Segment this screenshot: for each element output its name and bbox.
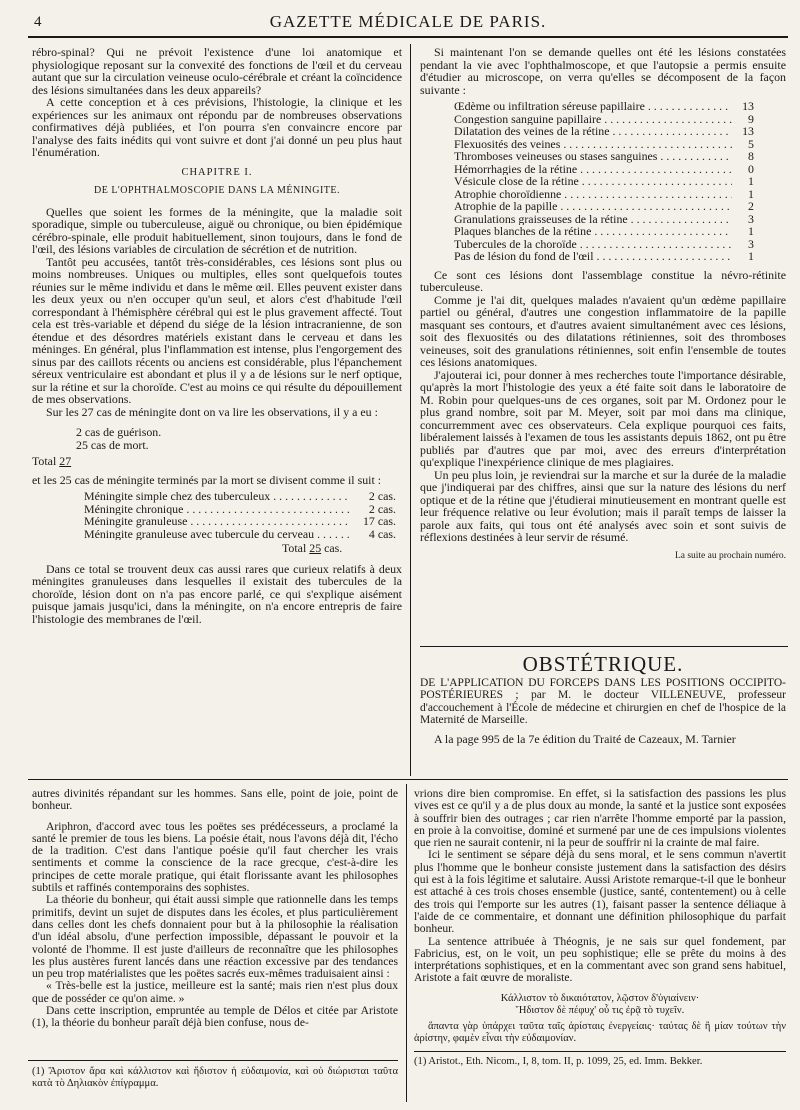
- right-column: [420, 46, 786, 562]
- paragraph: La sentence attribuée à Théognis, je ne sais sur quel fondement, par Fabricius, est, on le voit, un peu sophistique; elle se prête du moins à des interprétations sophistiques, et en la commentant avec son grand sens habituel, Aristote a fait œuvre de moraliste.: [414, 934, 786, 985]
- paragraph: Dans ce total se trouvent deux cas aussi rares que curieux relatifs à deux méningites granuleuses dans lesquelles il existait des tubercules de la choroïde, lésion dont on n'a pas encore parlé, ce qui s'explique aisément puisque jamais jusqu'ici, dans la méningite, on n'a encore entrepris de faire l'histologie des membranes de l'œil.: [32, 561, 402, 626]
- section-rule: [28, 779, 788, 780]
- footnote-rule-right: [414, 1051, 786, 1052]
- table-row: Thromboses veineuses ou stases sanguines . . . 8: [454, 150, 754, 163]
- footnote-rule-left: [28, 1060, 398, 1061]
- footnote: (1) Aristot., Eth. Nicom., I, 8, tom. II, p. 1099, 25, ed. Imm. Bekker.: [414, 1055, 703, 1067]
- page-header: [28, 6, 788, 38]
- paragraph: Dans cette inscription, empruntée au temple de Délos et citée par Aristote (1), la théorie du bonheur paraît déjà bien confuse, nous de-: [32, 1004, 398, 1030]
- paragraph: J'ajouterai ici, pour donner à mes recherches toute l'importance désirable, qu'après la mort l'histologie des yeux a été faite soit dans le laboratoire de M. Robin pour quelques-uns de ces organes, soit par M. Ordonez pour le plus grand nombre, soit par M. Meyer, soit par moi dans ma clinique, concurremment avec ces observateurs. Cela explique pourquoi ces faits, libéralement laissés à l'examen de tous les assistants depuis 1862, ont pu être publiés par d'autres que par moi, avec des erreurs d'interprétation qu'explique l'inexpérience clinique de mes plagiaires.: [420, 367, 786, 469]
- paragraph: Quelles que soient les formes de la méningite, que la maladie soit sporadique, simple ou tuberculeuse, aiguë ou chronique, ou bien épidémique cérébro-spinale, elle produit habituellement, sinon toujours, dans le fond de l'œil, des lésions variables de circulation de sécrétion et de nutrition.: [32, 204, 402, 256]
- table-row: Méningite simple chez des tuberculeux . . . 2 cas.: [84, 490, 396, 503]
- table-row: Granulations graisseuses de la rétine . . . 3: [454, 213, 754, 226]
- table-row: Congestion sanguine papillaire . . . 9: [454, 113, 754, 126]
- paragraph: vrions dire bien compromise. En effet, si la satisfaction des passions les plus vives est ce qu'il y a de plus doux au monde, la santé et la justice sont exposées à souffrir bien des outrages ; car rien n'arrête l'homme emporté par la passion, en proie à la convoitise, dominé et surmené par une de ces impulsions violentes que rien ne saurait contenir, ni la peur de souffrir ni la crainte de mal faire.: [414, 787, 786, 850]
- paragraph: Un peu plus loin, je reviendrai sur la marche et sur la durée de la maladie que j'indiquerai par des chiffres, ainsi que sur la nature des lésions du nerf optique et de la rétine que j'étudierai minutieusement en montrant quelle est leur fréquence relative ou leur évolution; mais il paraît temps de laisser la parole aux faits, qui tous ont été analysés avec soin et sont suivis de réflexions destinées à leur servir de résumé.: [420, 467, 786, 544]
- page-number: 4: [34, 14, 42, 30]
- continuation-note: La suite au prochain numéro.: [674, 550, 786, 561]
- lesion-table: [454, 100, 754, 263]
- article-rule: [420, 646, 788, 647]
- paragraph: Ici le sentiment se sépare déjà du sens moral, et le sens commun n'avertit plus l'homme que le bonheur consiste justement dans la satisfaction des désirs qui est à la fois légitime et salutaire. Aussi Aristote remarque-t-il que le bonheur est attaché à ces trois choses ensemble (justice, santé, contentement) ou à celle des trois qui l'emporte sur les autres (1), faisant passer la sentence déliaque à l'aide de ce commentaire, et donnant une définition philosophique du parfait bonheur.: [414, 848, 786, 936]
- paragraph: Ce sont ces lésions dont l'assemblage constitue la névro-rétinite tuberculeuse.: [420, 267, 786, 294]
- paragraph: rébro-spinal? Qui ne prévoit l'existence d'une loi anatomique et physiologique reposant sur la convexité des fonctions de l'œil et du cerveau autant que sur la circulation veineuse oculo-cérébrale et créant la coïncidence des lésions simultanées dans les deux appareils?: [32, 45, 402, 97]
- column-rule-top: [410, 44, 411, 776]
- paragraph: A la page 995 de la 7e édition du Traité de Cazeaux, M. Tarnier: [434, 731, 736, 746]
- table-row: Atrophie choroïdienne . . . 1: [454, 188, 754, 201]
- left-column: [32, 46, 402, 625]
- paragraph: A cette conception et à ces prévisions, l'histologie, la clinique et les expériences sur les animaux ont répondu par de nombreuses observations confirmatives déjà publiées, et l'on pourra s'en convaincre encore par l'analyse des faits inédits qui vont suivre et dont j'ai donné un peu plus haut l'énumération.: [32, 95, 402, 159]
- footnote: (1) Ἄριστον ἄρα καὶ κάλλιστον καὶ ἥδιστον ἡ εὐδαιμονία, καὶ οὐ διώρισται ταῦτα κατὰ τὸ Δηλιακὸν ἐπίγραμμα.: [32, 1066, 398, 1089]
- journal-title: GAZETTE MÉDICALE DE PARIS.: [269, 12, 547, 31]
- table-row: Tubercules de la choroïde . . . 3: [454, 238, 754, 251]
- table-row: Pas de lésion du fond de l'œil . . . 1: [454, 250, 754, 263]
- total-line: [32, 455, 402, 468]
- paragraph: autres divinités répandant sur les hommes. Sans elle, point de joie, point de bonheur.: [32, 787, 398, 813]
- case-item: 2 cas de guérison.: [76, 425, 162, 439]
- article-title: DE L'APPLICATION DU FORCEPS DANS LES POSITIONS OCCIPITO-POSTÉRIEURES ; par M. le docteur VILLENEUVE, professeur d'accouchement à l'École de médecine et chirurgien en chef de l'hospice de la Maternité de Marseille.: [420, 676, 786, 726]
- chapter-heading: CHAPITRE I.: [181, 166, 253, 178]
- table-row: Flexuosités des veines . . . 5: [454, 138, 754, 151]
- table-row: Atrophie de la papille . . . 2: [454, 200, 754, 213]
- table-row: Méningite granuleuse . . . 17 cas.: [84, 515, 396, 528]
- case-list: [76, 426, 402, 451]
- table-row: Dilatation des veines de la rétine . . . 13: [454, 125, 754, 138]
- paragraph: Si maintenant l'on se demande quelles ont été les lésions constatées pendant la vie avec l'ophthalmoscope, et que l'autopsie a permis ensuite d'étudier au microscope, on verra qu'elles se décomposent de la façon suivante :: [420, 45, 786, 97]
- paragraph: « Très-belle est la justice, meilleure est la santé; mais rien n'est plus doux que de posséder ce qu'on aime. »: [32, 979, 398, 1005]
- table-row: Œdème ou infiltration séreuse papillaire . . . 13: [454, 100, 754, 113]
- table-row: Méningite granuleuse avec tubercule du cerveau . . . 4 cas.: [84, 528, 396, 541]
- paragraph: Comme je l'ai dit, quelques malades n'avaient qu'un œdème papillaire partiel ou général, d'autres une congestion inflammatoire de la papille masquant ses contours, et d'autres avaient simultanément avec ces lésions, soit des flexuosités ou des dilatations rétiniennes, soit des thromboses veineuses, soit des granulations rétiniennes, soit enfin l'ensemble de toutes ces lésions anatomiques.: [420, 292, 786, 369]
- section-title: OBSTÉTRIQUE.: [522, 652, 684, 676]
- total-value: 27: [59, 454, 72, 468]
- paragraph: Ariphron, d'accord avec tous les poëtes ses prédécesseurs, a proclamé la santé le premier de tous les biens. La poésie était, nous l'avons déjà dit, l'écho de la tradition. C'est dans l'antique poésie qu'il faut chercher les vrais sentiments et comme la conscience de la race grecque, c'est-à-dire les principes de cette morale pratique, qui était florissante avant les philosophes subtils et raffinés contemporains des sophistes.: [32, 819, 398, 895]
- table-row: Hémorrhagies de la rétine . . . 0: [454, 163, 754, 176]
- total2-value: 25: [309, 541, 322, 555]
- paragraph: La théorie du bonheur, qui était aussi simple que rationnelle dans les temps primitifs, devint un sujet de disputes dans les écoles, et plus particulièrement dans celles dont les chefs donnaient pour but à la philosophie la réalisation d'un idéal absolu, d'une perfection impossible, dépassant le pouvoir et la volonté de l'homme. Il est juste d'ailleurs de reconnaître que les philosophes les plus austères furent lancés dans une réaction excessive par des tendances un peu trop matérialistes que les poëtes sacrés eux-mêmes traduisaient ainsi :: [32, 893, 398, 981]
- total-line-2: [282, 542, 402, 555]
- paragraph: Tantôt peu accusées, tantôt très-considérables, ces lésions sont plus ou moins nombreuses. Uniques ou multiples, elles sont quelquefois toutes réunies sur le même individu et dans le même œil. Elles peuvent exister dans les deux yeux ou n'en occuper qu'un seul, et alors c'est d'habitude l'œil correspondant à l'hémisphère cérébral qui est le plus gravement affecté. Tout cela est très-variable et dépend du siége de la lésion intracranienne, de son étendue et des désordres matériels existant dans le cerveau et dans les méninges. En général, plus l'inflammation est intense, plus l'engorgement des sinus par des caillots récents ou anciens est considérable, plus l'épanchement séreux ventriculaire est abondant et plus il y a de lésions sur le nerf optique, sur la rétine et sur la choroïde. C'est au moins ce qui résulte du dépouillement de mes observations.: [32, 254, 402, 406]
- bottom-right-column: [414, 788, 786, 1068]
- greek-quote: ἅπαντα γὰρ ὑπάρχει ταῦτα ταῖς ἀρίσταις ἐνεργείαις· ταύτας δὲ ἢ μίαν τούτων τὴν ἀρίστην, φαμὲν εἶναι τὴν εὐδαιμονίαν.: [414, 1020, 786, 1044]
- column-rule-bottom: [406, 784, 407, 1102]
- chapter-subheading: DE L'OPHTHALMOSCOPIE DANS LA MÉNINGITE.: [93, 185, 341, 196]
- paragraph: Sur les 27 cas de méningite dont on va lire les observations, il y a eu :: [46, 404, 378, 419]
- table-row: Méningite chronique . . . 2 cas.: [84, 503, 396, 516]
- case-item: 25 cas de mort.: [76, 437, 149, 452]
- paragraph: et les 25 cas de méningite terminés par la mort se divisent comme il suit :: [32, 472, 382, 487]
- obstetrique-article: [420, 652, 786, 745]
- greek-line: Κάλλιστον τὸ δικαιότατον, λῷστον δ'ὑγιαίνειν·: [500, 992, 700, 1004]
- greek-line: Ἥδιστον δὲ πέφυχ' οὗ τις ἐρᾷ τὸ τυχεῖν.: [515, 1004, 685, 1016]
- total-label: Total: [32, 454, 57, 468]
- greek-verse: [414, 993, 786, 1017]
- total2-label: Total: [282, 541, 307, 555]
- table-row: Plaques blanches de la rétine . . . 1: [454, 225, 754, 238]
- meningite-table: [84, 490, 396, 540]
- total2-unit: cas.: [324, 541, 343, 555]
- table-row: Vésicule close de la rétine . . . 1: [454, 175, 754, 188]
- bottom-left-column: [32, 788, 398, 1030]
- bottom-left-footnote: [32, 1066, 398, 1090]
